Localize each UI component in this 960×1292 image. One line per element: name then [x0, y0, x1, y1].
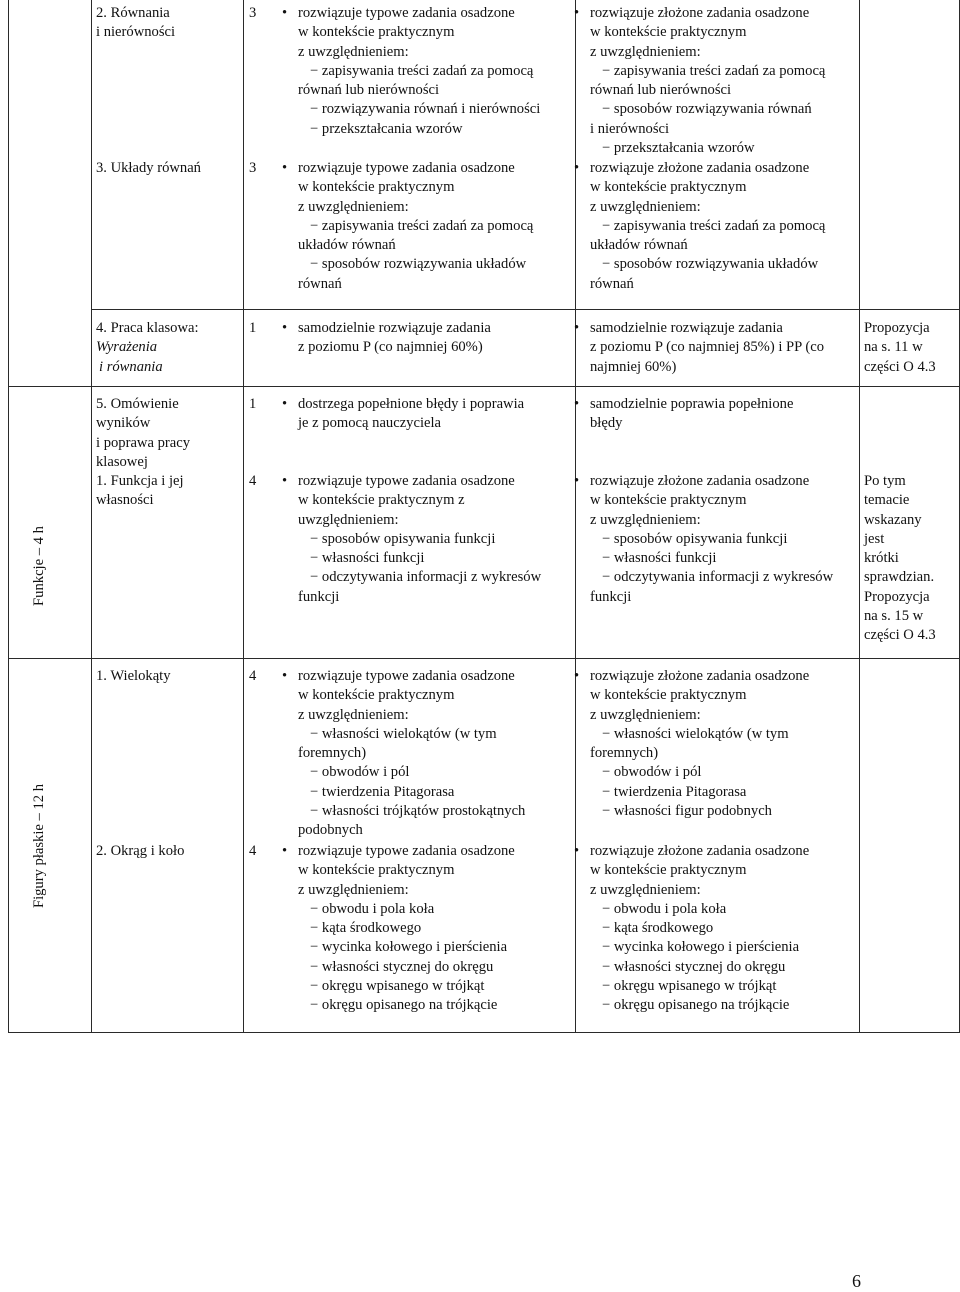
requirement-dash-item: − obwodu i pola koła [310, 901, 434, 917]
remark-line: Propozycja [864, 320, 930, 336]
requirement-line: błędy [590, 415, 623, 432]
requirement-dash-item: − własności funkcji [310, 550, 424, 566]
requirement-dash-item: − kąta środkowego [602, 920, 713, 936]
topic-cell [96, 472, 184, 511]
topic-cell [96, 319, 199, 377]
extended-requirements-cell [574, 842, 809, 1016]
requirement-line: w kontekście praktycznym [298, 24, 455, 41]
topic-cell [96, 667, 171, 686]
table-bottom-border [8, 1032, 960, 1033]
requirement-line: w kontekście praktycznym [590, 24, 747, 41]
table-left-border [8, 0, 9, 1032]
requirement-bullet: • rozwiązuje złożone zadania osadzone [574, 472, 833, 491]
requirement-dash-item: − obwodów i pól [310, 764, 409, 780]
requirement-line: z uwzględnieniem: [298, 43, 409, 60]
remark-line: części O 4.3 [864, 627, 936, 644]
remark-line: na s. 11 w [864, 339, 923, 356]
requirement-line: równań [298, 275, 342, 292]
basic-requirements-cell [282, 667, 525, 841]
requirement-dash-item: − okręgu wpisanego w trójkąt [602, 978, 776, 994]
requirement-line: i nierówności [590, 120, 670, 137]
requirement-dash-item: − okręgu opisanego na trójkącie [310, 997, 497, 1013]
requirement-dash-item: − okręgu opisanego na trójkącie [602, 997, 789, 1013]
requirement-dash-item: − rozwiązywania równań i nierówności [310, 101, 540, 117]
requirement-line: z poziomu P (co najmniej 85%) i PP (co [590, 339, 824, 356]
topic-line: 1. Wielokąty [96, 668, 171, 684]
requirement-line: w kontekście praktycznym z [298, 492, 465, 509]
requirement-line: z uwzględnieniem: [298, 198, 409, 215]
requirement-dash-item: − sposobów rozwiązywania układów [310, 256, 526, 272]
remark-line: krótki [864, 550, 899, 567]
requirement-line: z uwzględnieniem: [590, 881, 701, 898]
remark-line: temacie [864, 492, 910, 509]
topic-cell [96, 395, 190, 472]
remarks-column-divider [859, 0, 860, 1032]
row-divider [8, 658, 960, 659]
remark-line: wskazany [864, 511, 922, 528]
requirement-dash-item: − odczytywania informacji z wykresów [310, 569, 541, 585]
extended-requirements-cell [574, 4, 825, 158]
requirement-line: z uwzględnieniem: [590, 511, 701, 528]
requirement-dash-item: − własności wielokątów (w tym [602, 726, 789, 742]
requirement-line: w kontekście praktycznym [298, 862, 455, 879]
requirement-dash-item: − własności trójkątów prostokątnych [310, 803, 525, 819]
requirement-bullet: • samodzielnie rozwiązuje zadania [574, 319, 824, 338]
topic-line: 4. Praca klasowa: [96, 320, 199, 336]
requirement-line: podobnych [298, 822, 363, 839]
requirement-dash-item: − obwodu i pola koła [602, 901, 726, 917]
requirement-line: w kontekście praktycznym [590, 862, 747, 879]
page-number: 6 [852, 1271, 861, 1291]
requirement-bullet: • rozwiązuje złożone zadania osadzone [574, 667, 809, 686]
extended-requirements-cell [574, 472, 833, 607]
requirement-dash-item: − zapisywania treści zadań za pomocą [602, 218, 825, 234]
topic-line: własności [96, 492, 154, 509]
section-column-divider [91, 0, 92, 1032]
requirement-dash-item: − wycinka kołowego i pierścienia [310, 939, 507, 955]
requirement-line: równań lub nierówności [298, 82, 440, 99]
requirement-dash-item: − przekształcania wzorów [602, 140, 754, 156]
basic-requirements-cell [282, 4, 540, 139]
topic-line: 2. Okrąg i koło [96, 843, 185, 859]
requirement-line: równań [590, 275, 634, 292]
requirement-line: w kontekście praktycznym [590, 179, 747, 196]
extended-requirements-cell [574, 667, 809, 821]
requirement-dash-item: − zapisywania treści zadań za pomocą [602, 63, 825, 79]
requirement-bullet: • rozwiązuje typowe zadania osadzone [282, 472, 541, 491]
remark-line: Propozycja [864, 588, 930, 605]
requirement-line: foremnych) [298, 745, 367, 762]
requirement-dash-item: − własności figur podobnych [602, 803, 772, 819]
topic-line: 3. Układy równań [96, 160, 201, 176]
topic-cell [96, 159, 201, 178]
section-label-plane-figures: Figury płaskie – 12 h [31, 783, 47, 909]
requirement-bullet: • rozwiązuje typowe zadania osadzone [282, 159, 533, 178]
basic-requirements-cell [282, 159, 533, 294]
row-divider [91, 309, 960, 310]
remarks-cell [864, 472, 936, 646]
requirement-dash-item: − wycinka kołowego i pierścienia [602, 939, 799, 955]
requirement-bullet: • samodzielnie rozwiązuje zadania [282, 319, 491, 338]
basic-requirements-cell [282, 395, 524, 434]
topic-cell [96, 842, 184, 861]
topic-line: wyników [96, 415, 151, 432]
requirement-line: z uwzględnieniem: [590, 706, 701, 723]
requirement-line: równań lub nierówności [590, 82, 732, 99]
requirement-dash-item: − zapisywania treści zadań za pomocą [310, 63, 533, 79]
requirement-dash-item: − okręgu wpisanego w trójkąt [310, 978, 484, 994]
hours-cell: 4 [249, 668, 257, 684]
remark-line: na s. 15 w [864, 608, 924, 625]
requirement-dash-item: − własności stycznej do okręgu [310, 959, 493, 975]
requirement-line: w kontekście praktycznym [590, 687, 747, 704]
extended-requirements-cell [574, 319, 824, 377]
topic-cell [96, 4, 175, 43]
requirement-dash-item: − własności funkcji [602, 550, 716, 566]
requirement-dash-item: − własności wielokątów (w tym [310, 726, 497, 742]
row-divider [8, 386, 960, 387]
requirement-line: w kontekście praktycznym [590, 492, 747, 509]
requirement-dash-item: − sposobów rozwiązywania równań [602, 101, 812, 117]
requirement-bullet: • rozwiązuje typowe zadania osadzone [282, 842, 515, 861]
requirement-line: funkcji [298, 588, 340, 605]
topic-line: i nierówności [96, 24, 176, 41]
hours-cell: 1 [249, 320, 257, 336]
requirement-bullet: • rozwiązuje typowe zadania osadzone [282, 4, 540, 23]
requirement-line: funkcji [590, 588, 632, 605]
requirement-dash-item: − sposobów opisywania funkcji [310, 531, 495, 547]
topic-column-divider [243, 0, 244, 1032]
topic-line: i równania [99, 358, 163, 375]
basic-requirements-cell [282, 472, 541, 607]
topic-line: i poprawa pracy [96, 434, 191, 451]
requirement-bullet: • rozwiązuje typowe zadania osadzone [282, 667, 525, 686]
topic-line: 2. Równania [96, 5, 170, 21]
requirement-dash-item: − zapisywania treści zadań za pomocą [310, 218, 533, 234]
basic-requirements-cell [282, 842, 515, 1016]
remarks-cell [864, 319, 936, 377]
requirement-bullet: • rozwiązuje złożone zadania osadzone [574, 4, 825, 23]
remark-line: jest [864, 530, 885, 547]
requirement-line: uwzględnieniem: [298, 511, 399, 528]
topic-line: Wyrażenia [96, 339, 158, 356]
remark-line: Po tym [864, 473, 906, 489]
requirement-dash-item: − odczytywania informacji z wykresów [602, 569, 833, 585]
requirement-dash-item: − twierdzenia Pitagorasa [310, 784, 454, 800]
requirement-dash-item: − sposobów opisywania funkcji [602, 531, 787, 547]
requirement-line: w kontekście praktycznym [298, 179, 455, 196]
requirement-line: w kontekście praktycznym [298, 687, 455, 704]
topic-line: 5. Omówienie [96, 396, 179, 412]
requirement-bullet: • dostrzega popełnione błędy i poprawia [282, 395, 524, 414]
requirement-line: układów równań [590, 237, 688, 254]
topic-line: klasowej [96, 453, 148, 470]
requirement-line: z uwzględnieniem: [590, 198, 701, 215]
requirement-line: z poziomu P (co najmniej 60%) [298, 339, 483, 356]
requirement-line: układów równań [298, 237, 396, 254]
hours-cell: 4 [249, 473, 257, 489]
requirement-bullet: • samodzielnie poprawia popełnione [574, 395, 793, 414]
requirement-dash-item: − twierdzenia Pitagorasa [602, 784, 746, 800]
basic-requirements-cell [282, 319, 491, 358]
extended-requirements-cell [574, 159, 825, 294]
requirement-line: foremnych) [590, 745, 659, 762]
requirement-dash-item: − sposobów rozwiązywania układów [602, 256, 818, 272]
requirement-line: najmniej 60%) [590, 358, 677, 375]
section-label-functions: Funkcje – 4 h [31, 526, 47, 606]
requirement-line: z uwzględnieniem: [590, 43, 701, 60]
requirement-dash-item: − przekształcania wzorów [310, 121, 462, 137]
requirement-dash-item: − kąta środkowego [310, 920, 421, 936]
requirement-line: z uwzględnieniem: [298, 881, 409, 898]
topic-line: 1. Funkcja i jej [96, 473, 184, 489]
requirement-dash-item: − własności stycznej do okręgu [602, 959, 785, 975]
remark-line: sprawdzian. [864, 569, 935, 586]
requirement-bullet: • rozwiązuje złożone zadania osadzone [574, 159, 825, 178]
hours-cell: 3 [249, 5, 257, 21]
requirement-line: z uwzględnieniem: [298, 706, 409, 723]
requirement-bullet: • rozwiązuje złożone zadania osadzone [574, 842, 809, 861]
requirement-dash-item: − obwodów i pól [602, 764, 701, 780]
requirement-line: je z pomocą nauczyciela [298, 415, 442, 432]
remark-line: części O 4.3 [864, 358, 936, 375]
hours-cell: 1 [249, 396, 257, 412]
extended-requirements-cell [574, 395, 793, 434]
hours-cell: 4 [249, 843, 257, 859]
hours-cell: 3 [249, 160, 257, 176]
